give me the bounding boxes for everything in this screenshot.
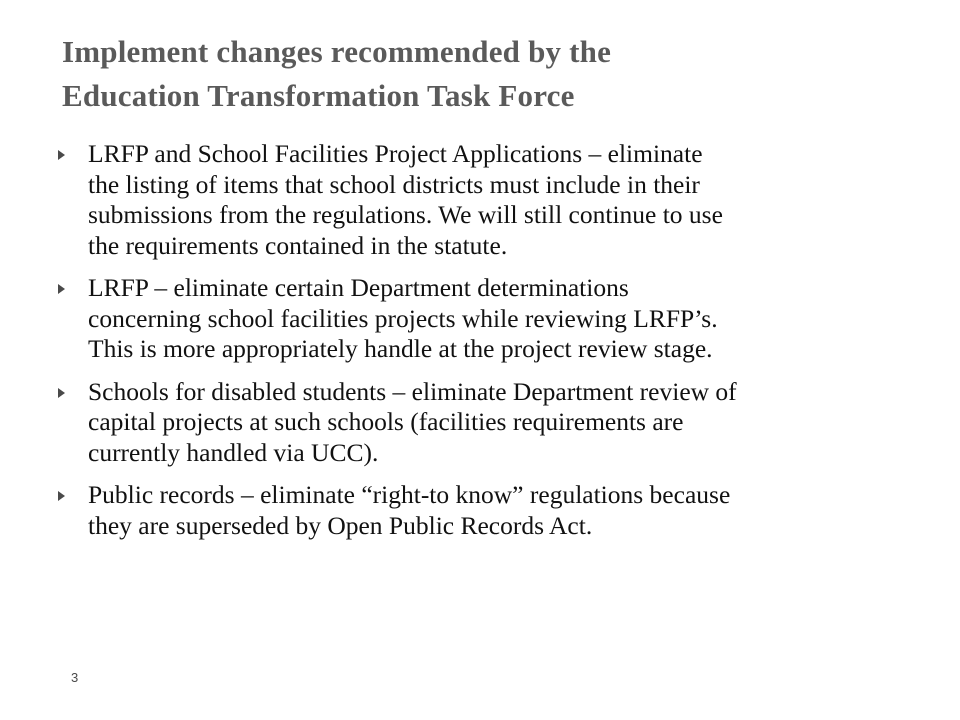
bullet-text [88,377,918,469]
bullet-item [58,139,918,261]
triangle-right-icon [58,150,65,160]
bullet-line: Schools for disabled students – eliminate Department review of [88,376,737,406]
triangle-right-icon [58,491,65,501]
bullet-line: submissions from the regulations. We will still continue to use [88,200,723,229]
bullet-line: concerning school facilities projects while reviewing LRFP’s. [88,303,718,333]
bullet-line: currently handled via UCC). [88,437,379,467]
bullet-line: Public records – eliminate “right-to know” regulations because [88,480,731,509]
bullet-line: LRFP and School Facilities Project Applications – eliminate [88,139,703,168]
bullet-line: they are superseded by Open Public Records Act. [88,510,593,540]
slide-title [62,30,922,118]
bullet-line: the listing of items that school districts must include in their [88,169,700,199]
bullet-item [58,377,918,469]
bullet-line: LRFP – eliminate certain Department determinations [88,273,629,302]
bullet-line: capital projects at such schools (facilities requirements are [88,407,684,436]
bullet-text [88,139,918,261]
bullet-text [88,480,918,541]
bullet-line: the requirements contained in the statute. [88,230,508,260]
bullet-line: This is more appropriately handle at the project review stage. [88,334,713,363]
page-number: 3 [71,670,79,685]
bullet-item [58,480,918,541]
bullet-text [88,273,918,365]
bullet-item [58,273,918,365]
triangle-right-icon [58,388,65,398]
bullet-list [58,139,918,553]
slide-title-line-1: Implement changes recommended by the [62,34,612,69]
triangle-right-icon [58,284,65,294]
slide-title-line-2: Education Transformation Task Force [62,78,575,113]
